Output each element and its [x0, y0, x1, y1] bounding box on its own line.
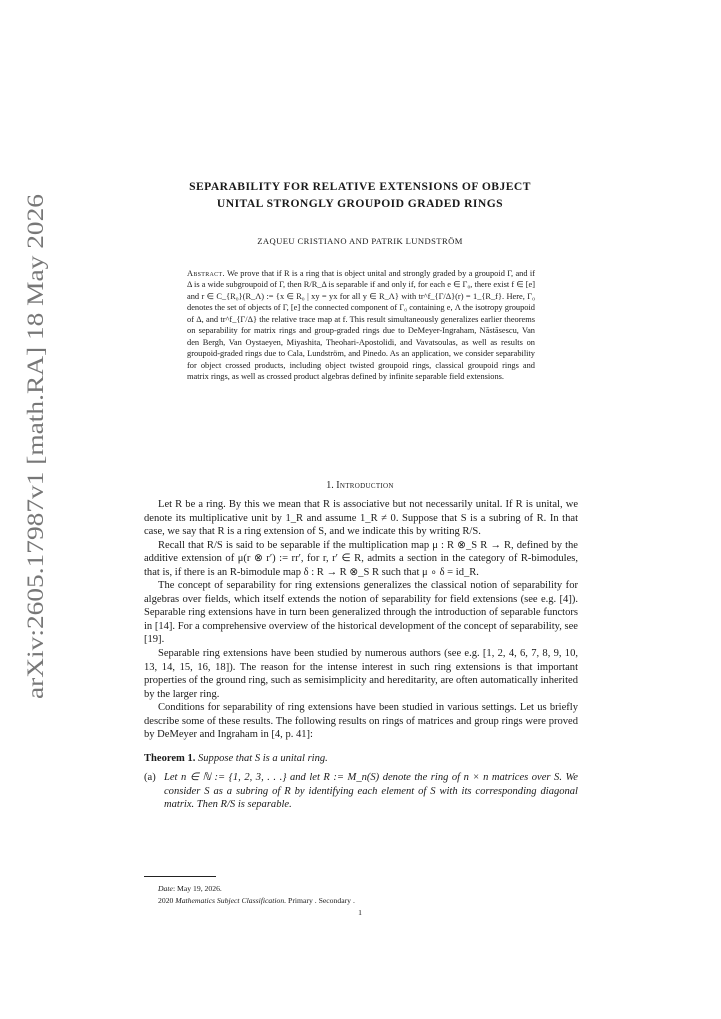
- paragraph: The concept of separability for ring extensions generalizes the classical notion of separability for algebras over fields, which itself extends the notion of separability for field extensions (see e.g. [4]). Separable ring extensions have in turn been generalized through the introduction of separable functors in [14]. For a comprehensive overview of the historical development of the concept of separability, see [19].: [144, 580, 578, 646]
- abstract: [187, 268, 535, 383]
- abstract-label: Abstract.: [187, 269, 225, 278]
- footnote-rule: [144, 876, 216, 877]
- paragraph: Let R be a ring. By this we mean that R is associative but not necessarily unital. If R is unital, we denote its multiplicative unit by 1_R and assume 1_R ≠ 0. Suppose that S is a subring of R. In that case, we say that R is a ring extension of S, and we indicate this by writing R/S.: [144, 499, 578, 538]
- theorem-label: Theorem 1.: [144, 752, 196, 764]
- arxiv-sidebar-stamp: [12, 165, 52, 725]
- body-text: [144, 498, 578, 812]
- authors: ZAQUEU CRISTIANO AND PATRIK LUNDSTRÖM: [257, 236, 463, 246]
- date-value: : May 19, 2026.: [172, 884, 222, 893]
- msc-label: Mathematics Subject Classification.: [175, 895, 287, 905]
- item-tag: (a): [144, 772, 156, 784]
- paper-title: [145, 178, 575, 212]
- paragraph: Recall that R/S is said to be separable if the multiplication map μ : R ⊗_S R → R, defined by the additive extension of μ(r ⊗ r′) := rr′, for r, r′ ∈ R, admits a section in the category of R-bimodules, that is, if there is an R-bimodule map δ : R → R ⊗_S R such that μ ∘ δ = id_R.: [144, 539, 578, 578]
- theorem-1: [144, 752, 578, 812]
- msc-value: Primary . Secondary .: [286, 895, 355, 905]
- paragraph: Separable ring extensions have been studied by numerous authors (see e.g. [1, 2, 4, 6, 7, 8, 9, 10, 13, 14, 15, 16, 18]). The reason for the intense interest in such ring extensions is that important properties of the ground ring, such as semisimplicity and hereditarity, are often automatically inherited by the larger ring.: [144, 648, 578, 700]
- theorem-statement: Suppose that S is a unital ring.: [198, 752, 328, 764]
- footnotes: [158, 883, 578, 906]
- title-line-2: UNITAL STRONGLY GROUPOID GRADED RINGS: [216, 197, 504, 210]
- footnote-msc: [158, 895, 578, 907]
- section-heading: [145, 480, 575, 491]
- page-number: 1: [358, 908, 362, 917]
- footnote-date: [158, 883, 578, 895]
- theorem-item-a: [144, 771, 578, 812]
- date-label: Date: [158, 884, 173, 893]
- section-number: 1.: [326, 480, 334, 491]
- arxiv-identifier: arXiv:2605.17987v1 [math.RA] 18 May 2026: [23, 274, 48, 699]
- section-title: Introduction: [336, 480, 394, 491]
- title-line-1: SEPARABILITY FOR RELATIVE EXTENSIONS OF OBJECT: [189, 180, 531, 193]
- item-text: Let n ∈ ℕ := {1, 2, 3, . . .} and let R := M_n(S) denote the ring of n × n matrices over S. We consider S as a subring of R by identifying each element of S with its corresponding diagonal matrix. Then R/S is separable.: [164, 772, 578, 811]
- paragraph: Conditions for separability of ring extensions have been studied in various settings. Let us briefly describe some of these results. The following results on rings of matrices and group rings were proved by DeMeyer and Ingraham in [4, p. 41]:: [144, 702, 578, 741]
- msc-prefix: 2020: [158, 895, 176, 905]
- abstract-text: We prove that if R is a ring that is object unital and strongly graded by a groupoid Γ, and if Δ is a wide subgroupoid of Γ, then R/R_Δ is separable if and only if, for each e ∈ Γ₀, there exist f ∈ [e] and r ∈ C_{R₀}(R_Λ) := {x ∈ R₀ | xy = yx for all y ∈ R_Λ} with tr^f_{Γ/Δ}(r) = 1_{R_f}. Here, Γ₀ denotes the set of objects of Γ, [e] the connected component of Γ₀ containing e, Λ the isotropy groupoid of Δ, and tr^f_{Γ/Δ} the relative trace map at f. This result simultaneously generalizes earlier theorems on separability for matrix rings and group-graded rings due to DeMeyer-Ingraham, Năstăsescu, Van den Bergh, Van Oystaeyen, Miyashita, Theohari-Apostolidi, and Vavatsoulas, as well as results on groupoid-graded rings due to Cala, Lundström, and Pinedo. As an application, we consider separability for object crossed products, including object twisted groupoid rings, classical groupoid rings and matrix rings, as well as crossed product algebras defined by infinite separable field extensions.: [187, 269, 535, 382]
